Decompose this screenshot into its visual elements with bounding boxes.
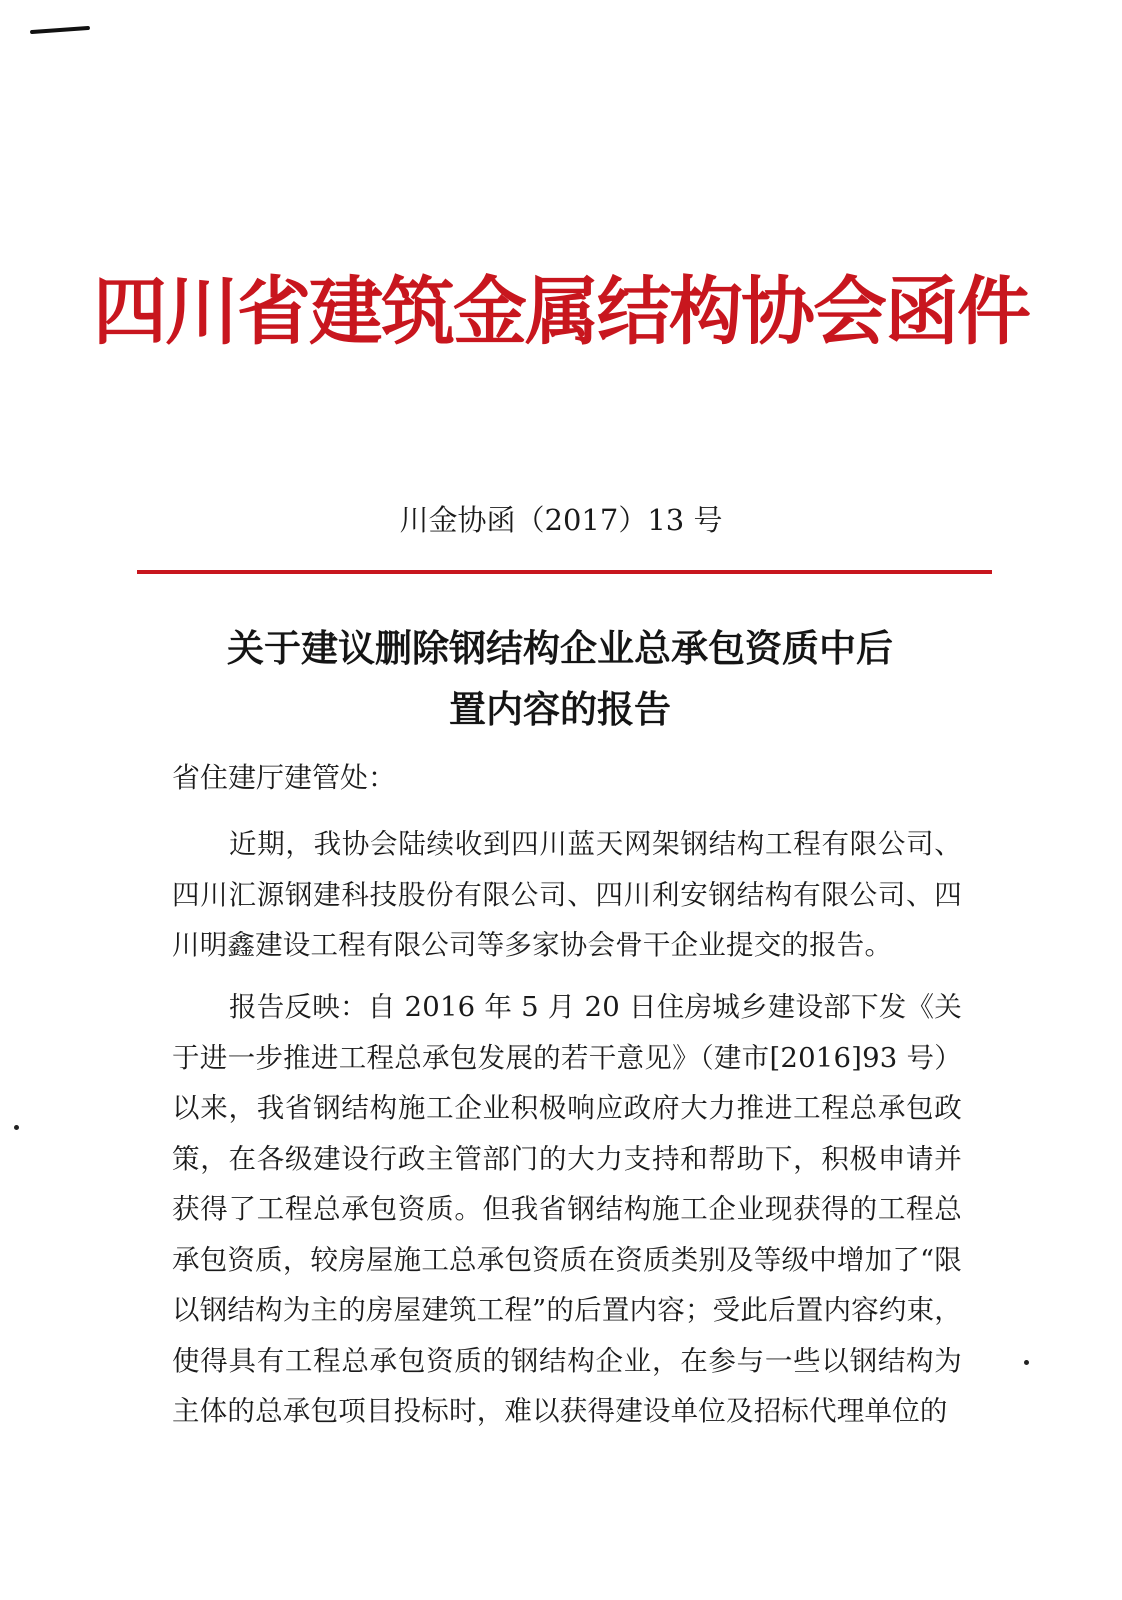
document-number: 川金协函（2017）13 号 bbox=[399, 503, 723, 537]
body-paragraph-2: 报告反映：自 2016 年 5 月 20 日住房城乡建设部下发《关于进一步推进工程总承包发展的若干意见》（建市[2016]93 号）以来，我省钢结构施工企业积极响应政府大力推进工程总承包政策，在各级建设行政主管部门的大力支持和帮助下，积极申请并获得了工程总承包资质。但我省钢结构施工企业现获得的工程总承包资质，较房屋施工总承包资质在资质类别及等级中增加了“限以钢结构为主的房屋建筑工程”的后置内容；受此后置内容约束，使得具有工程总承包资质的钢结构企业，在参与一些以钢结构为主体的总承包项目投标时，难以获得建设单位及招标代理单位的 bbox=[172, 991, 962, 1427]
report-title-line-2: 置内容的报告 bbox=[449, 688, 671, 731]
red-divider-line bbox=[137, 570, 992, 574]
handwritten-dash-mark bbox=[30, 26, 90, 34]
scan-speck bbox=[1024, 1360, 1029, 1365]
letterhead-title: 四川省建筑金属结构协会函件 bbox=[93, 269, 1029, 355]
report-title bbox=[160, 618, 960, 740]
addressee: 省住建厅建管处： bbox=[172, 761, 397, 794]
report-title-line-1: 关于建议删除钢结构企业总承包资质中后 bbox=[227, 627, 893, 670]
scan-speck bbox=[14, 1125, 19, 1130]
body-paragraph-1: 近期，我协会陆续收到四川蓝天网架钢结构工程有限公司、四川汇源钢建科技股份有限公司、四川利安钢结构有限公司、四川明鑫建设工程有限公司等多家协会骨干企业提交的报告。 bbox=[172, 828, 962, 961]
